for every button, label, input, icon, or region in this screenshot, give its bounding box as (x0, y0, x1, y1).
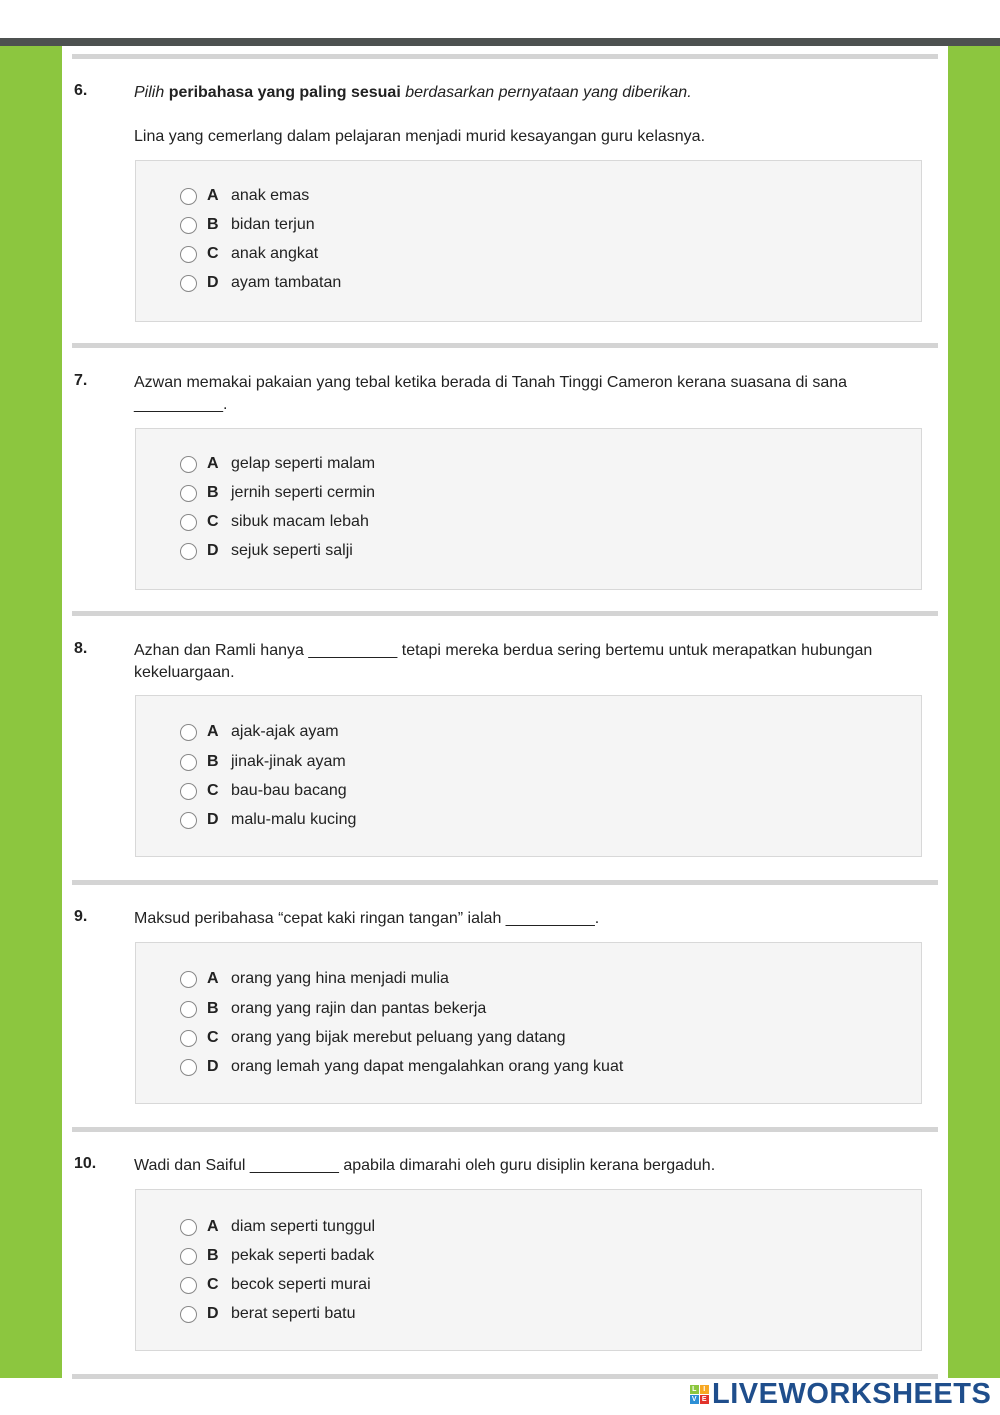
radio-button[interactable] (180, 275, 197, 292)
options-box (135, 695, 922, 857)
option-d[interactable] (180, 1058, 623, 1076)
stem-text: Azwan memakai pakaian yang tebal ketika berada di Tanah Tinggi Cameron kerana suasana di sana __________. (134, 374, 848, 413)
radio-button[interactable] (180, 246, 197, 263)
stem-text: Maksud peribahasa “cepat kaki ringan tangan” ialah __________. (134, 910, 600, 927)
option-letter: C (207, 1029, 219, 1046)
radio-button[interactable] (180, 456, 197, 473)
radio-button[interactable] (180, 1219, 197, 1236)
separator (72, 611, 938, 616)
option-letter: D (207, 542, 219, 559)
radio-button[interactable] (180, 485, 197, 502)
options-box (135, 428, 922, 590)
option-letter: C (207, 245, 219, 262)
radio-button[interactable] (180, 514, 197, 531)
option-text: bidan terjun (231, 216, 315, 233)
option-letter: C (207, 782, 219, 799)
option-a[interactable] (180, 455, 375, 473)
option-a[interactable] (180, 187, 309, 205)
option-b[interactable] (180, 1000, 486, 1018)
option-c[interactable] (180, 245, 318, 263)
option-d[interactable] (180, 542, 353, 560)
option-text: ajak-ajak ayam (231, 723, 339, 740)
option-text: diam seperti tunggul (231, 1218, 376, 1235)
question-stem (134, 908, 934, 930)
option-text: pekak seperti badak (231, 1247, 375, 1264)
radio-button[interactable] (180, 188, 197, 205)
question-number: 7. (74, 372, 88, 389)
option-letter: A (207, 723, 219, 740)
stem-text: Pilih (134, 84, 169, 101)
option-c[interactable] (180, 1276, 371, 1294)
question-stem (134, 82, 934, 104)
right-green-border (948, 46, 1000, 1378)
option-c[interactable] (180, 513, 369, 531)
option-letter: A (207, 1218, 219, 1235)
radio-button[interactable] (180, 783, 197, 800)
option-d[interactable] (180, 811, 356, 829)
radio-button[interactable] (180, 543, 197, 560)
option-text: jernih seperti cermin (231, 484, 376, 501)
separator (72, 54, 938, 59)
option-c[interactable] (180, 782, 347, 800)
options-box (135, 1189, 922, 1351)
option-text: orang yang hina menjadi mulia (231, 970, 449, 987)
option-text: anak angkat (231, 245, 319, 262)
radio-button[interactable] (180, 1030, 197, 1047)
question-number: 6. (74, 82, 88, 99)
option-letter: D (207, 1058, 219, 1075)
option-letter: D (207, 811, 219, 828)
option-a[interactable] (180, 970, 449, 988)
question-number: 9. (74, 908, 88, 925)
option-c[interactable] (180, 1029, 565, 1047)
option-a[interactable] (180, 1218, 375, 1236)
logo-text: LIVEWORKSHEETS (712, 1378, 992, 1410)
liveworksheets-logo (690, 1378, 991, 1411)
stem-text: peribahasa yang paling sesuai (168, 84, 401, 101)
question-statement: Lina yang cemerlang dalam pelajaran menjadi murid kesayangan guru kelasnya. (134, 128, 706, 145)
option-letter: C (207, 1276, 219, 1293)
option-b[interactable] (180, 1247, 374, 1265)
option-text: malu-malu kucing (231, 811, 357, 828)
option-text: ayam tambatan (231, 274, 342, 291)
radio-button[interactable] (180, 754, 197, 771)
separator (72, 1127, 938, 1132)
question-number: 8. (74, 640, 88, 657)
question-stem (134, 1155, 934, 1177)
option-letter: A (207, 970, 219, 987)
radio-button[interactable] (180, 1059, 197, 1076)
option-letter: D (207, 1305, 219, 1322)
option-letter: C (207, 513, 219, 530)
option-letter: D (207, 274, 219, 291)
option-d[interactable] (180, 1305, 356, 1323)
option-text: sibuk macam lebah (231, 513, 369, 530)
option-b[interactable] (180, 216, 315, 234)
separator (72, 880, 938, 885)
radio-button[interactable] (180, 812, 197, 829)
stem-text: Azhan dan Ramli hanya __________ tetapi mereka berdua sering bertemu untuk merapatkan hubungan kekeluargaan. (134, 642, 873, 681)
option-text: orang lemah yang dapat mengalahkan orang yang kuat (231, 1058, 624, 1075)
option-text: gelap seperti malam (231, 455, 376, 472)
radio-button[interactable] (180, 1001, 197, 1018)
radio-button[interactable] (180, 724, 197, 741)
stem-text: Wadi dan Saiful __________ apabila dimarahi oleh guru disiplin kerana bergaduh. (134, 1157, 716, 1174)
options-box (135, 942, 922, 1104)
option-b[interactable] (180, 753, 346, 771)
top-bar (0, 38, 1000, 46)
option-letter: B (207, 753, 219, 770)
question-stem (134, 640, 934, 684)
option-letter: A (207, 455, 219, 472)
option-letter: B (207, 1247, 219, 1264)
option-b[interactable] (180, 484, 375, 502)
option-letter: A (207, 187, 219, 204)
options-box (135, 160, 922, 322)
option-text: orang yang rajin dan pantas bekerja (231, 1000, 487, 1017)
option-text: becok seperti murai (231, 1276, 371, 1293)
radio-button[interactable] (180, 1306, 197, 1323)
option-text: jinak-jinak ayam (231, 753, 346, 770)
radio-button[interactable] (180, 1277, 197, 1294)
question-stem (134, 372, 934, 416)
option-letter: B (207, 216, 219, 233)
left-green-border (0, 46, 62, 1378)
stem-text: berdasarkan pernyataan yang diberikan. (400, 84, 692, 101)
option-text: anak emas (231, 187, 310, 204)
separator (72, 343, 938, 348)
option-d[interactable] (180, 274, 341, 292)
option-a[interactable] (180, 723, 339, 741)
option-letter: B (207, 1000, 219, 1017)
option-text: orang yang bijak merebut peluang yang datang (231, 1029, 566, 1046)
radio-button[interactable] (180, 217, 197, 234)
question-number: 10. (74, 1155, 97, 1172)
radio-button[interactable] (180, 1248, 197, 1265)
option-text: berat seperti batu (231, 1305, 356, 1322)
radio-button[interactable] (180, 971, 197, 988)
option-text: bau-bau bacang (231, 782, 347, 799)
option-letter: B (207, 484, 219, 501)
logo-mark-icon: L I V E (691, 1386, 708, 1403)
option-text: sejuk seperti salji (231, 542, 353, 559)
